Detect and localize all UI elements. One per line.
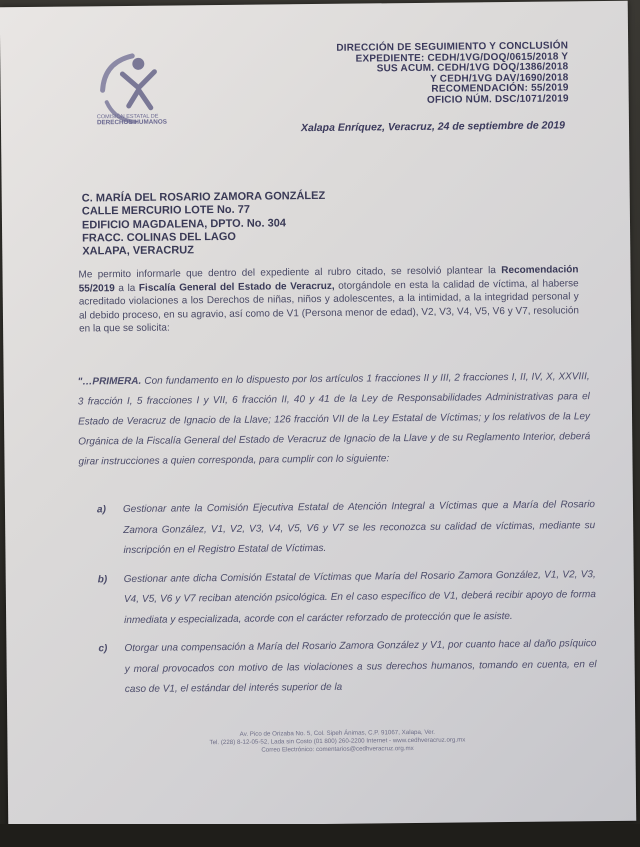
recipient-city: XALAPA, VERACRUZ bbox=[82, 244, 194, 258]
document-header bbox=[238, 41, 569, 107]
footer-address: Av. Pico de Orizaba No. 5, Col. Sipeh Ánimas, C.P. 91067, Xalapa, Ver. bbox=[239, 728, 436, 738]
intro-recommendation: Recomendación 55/2019 bbox=[78, 264, 579, 295]
footer-email: Correo Electrónico: comentarios@cedhveracruz.org.mx bbox=[261, 745, 414, 754]
item-marker: a) bbox=[96, 504, 106, 516]
document-page bbox=[0, 1, 636, 828]
item-marker: b) bbox=[97, 573, 108, 585]
footer-phone: Tel. (228) 8-12-05-52, Lada sin Costo (01 800) 260-2200 Internet - www.cedhveracruz.org.mx bbox=[209, 736, 466, 747]
header-expediente: EXPEDIENTE: CEDH/1VG/DOQ/0615/2018 Y bbox=[355, 50, 569, 65]
item-text: Otorgar una compensación a María del Rosario Zamora González y V1, por cuanto hace al daño psíquico y moral provocados con motivo de las violaciones a sus derechos humanos, tomando en cuenta, en el caso de V1, el estándar del interés superior de la bbox=[124, 638, 597, 696]
primera-lead: "…PRIMERA. bbox=[77, 375, 142, 388]
item-text: Gestionar ante la Comisión Ejecutiva Estatal de Atención Integral a Víctimas que a María del Rosario Zamora González, V1, V2, V3, V4, V5, V6 y V7 se les reconozca su calidad de víctimas, mediante su inscripción en el Registro Estatal de Víctimas. bbox=[122, 499, 596, 557]
intro-text-3: otorgándole en esta la calidad de víctima, al haberse acreditado violaciones a los Derechos de niñas, niños y adolescentes, a la intimidad, a la integridad personal y al debido proceso, en su agravio, así como de V1 (Persona menor de edad), V2, V3, V4, V5, V6 y V7, resolución en la que se solicita: bbox=[78, 277, 579, 335]
document-footer bbox=[127, 728, 547, 756]
primera-paragraph bbox=[78, 367, 591, 472]
list-item bbox=[97, 495, 596, 562]
instruction-list bbox=[97, 495, 597, 709]
item-marker: c) bbox=[98, 643, 108, 655]
recipient-street: CALLE MERCURIO LOTE No. 77 bbox=[81, 203, 250, 218]
recipient-block bbox=[82, 190, 326, 259]
list-item bbox=[98, 634, 597, 701]
intro-text-1: Me permito informarle que dentro del expediente al rubro citado, se resolvió plantear la bbox=[78, 265, 497, 281]
logo-caption-line1: COMISIÓN ESTATAL DE bbox=[96, 113, 159, 121]
logo-caption-line2: DERECHOS HUMANOS bbox=[96, 118, 167, 127]
recipient-neighborhood: FRACC. COLINAS DEL LAGO bbox=[82, 230, 236, 245]
header-recomendacion: RECOMENDACIÓN: 55/2019 bbox=[431, 82, 569, 95]
logo-caption bbox=[97, 113, 207, 126]
recipient-building: EDIFICIO MAGDALENA, DPTO. No. 304 bbox=[81, 216, 286, 232]
intro-paragraph bbox=[78, 263, 579, 336]
header-oficio: OFICIO NÚM. DSC/1071/2019 bbox=[426, 92, 569, 106]
place-date: Xalapa Enríquez, Veracruz, 24 de septiembre de 2019 bbox=[300, 119, 566, 135]
header-acum-2: Y CEDH/1VG DAV/1690/2018 bbox=[430, 71, 569, 85]
recipient-name: C. MARÍA DEL ROSARIO ZAMORA GONZÁLEZ bbox=[81, 189, 326, 205]
photo-bottom-edge bbox=[0, 824, 640, 847]
intro-text-2: a la bbox=[114, 282, 139, 294]
header-acum: SUS ACUM. CEDH/1VG DOQ/1386/2018 bbox=[376, 61, 569, 75]
list-item bbox=[98, 565, 597, 632]
header-direction: DIRECCIÓN DE SEGUIMIENTO Y CONCLUSIÓN bbox=[336, 40, 569, 54]
item-text: Gestionar ante dicha Comisión Estatal de Víctimas que María del Rosario Zamora González, V1, V2, V3, V4, V5, V6 y V7 reciban atención psicológica. En el caso específico de V1, deberá recibir apoyo de forma inmediata y especializada, acorde con el carácter reforzado de protección que le asiste. bbox=[123, 568, 596, 626]
intro-fiscalia: Fiscalía General del Estado de Veracruz, bbox=[138, 280, 335, 294]
primera-body: Con fundamento en lo dispuesto por los artículos 1 fracciones II y III, 2 fracciones I, II, IV, X, XXVIII, 3 fracción I, 5 fracciones I y VII, 6 fracción II, 40 y 41 de la Ley de Responsabilidades Administrativas para el Estado de Veracruz de Ignacio de la Llave; 126 fracción VII de la Ley Estatal de Víctimas; y los relativos de la Ley Orgánica de la Fiscalía General del Estado de Veracruz de Ignacio de la Llave y de su Reglamento Interior, deberá girar instrucciones a quien corresponda, para cumplir con lo siguiente: bbox=[77, 371, 591, 468]
